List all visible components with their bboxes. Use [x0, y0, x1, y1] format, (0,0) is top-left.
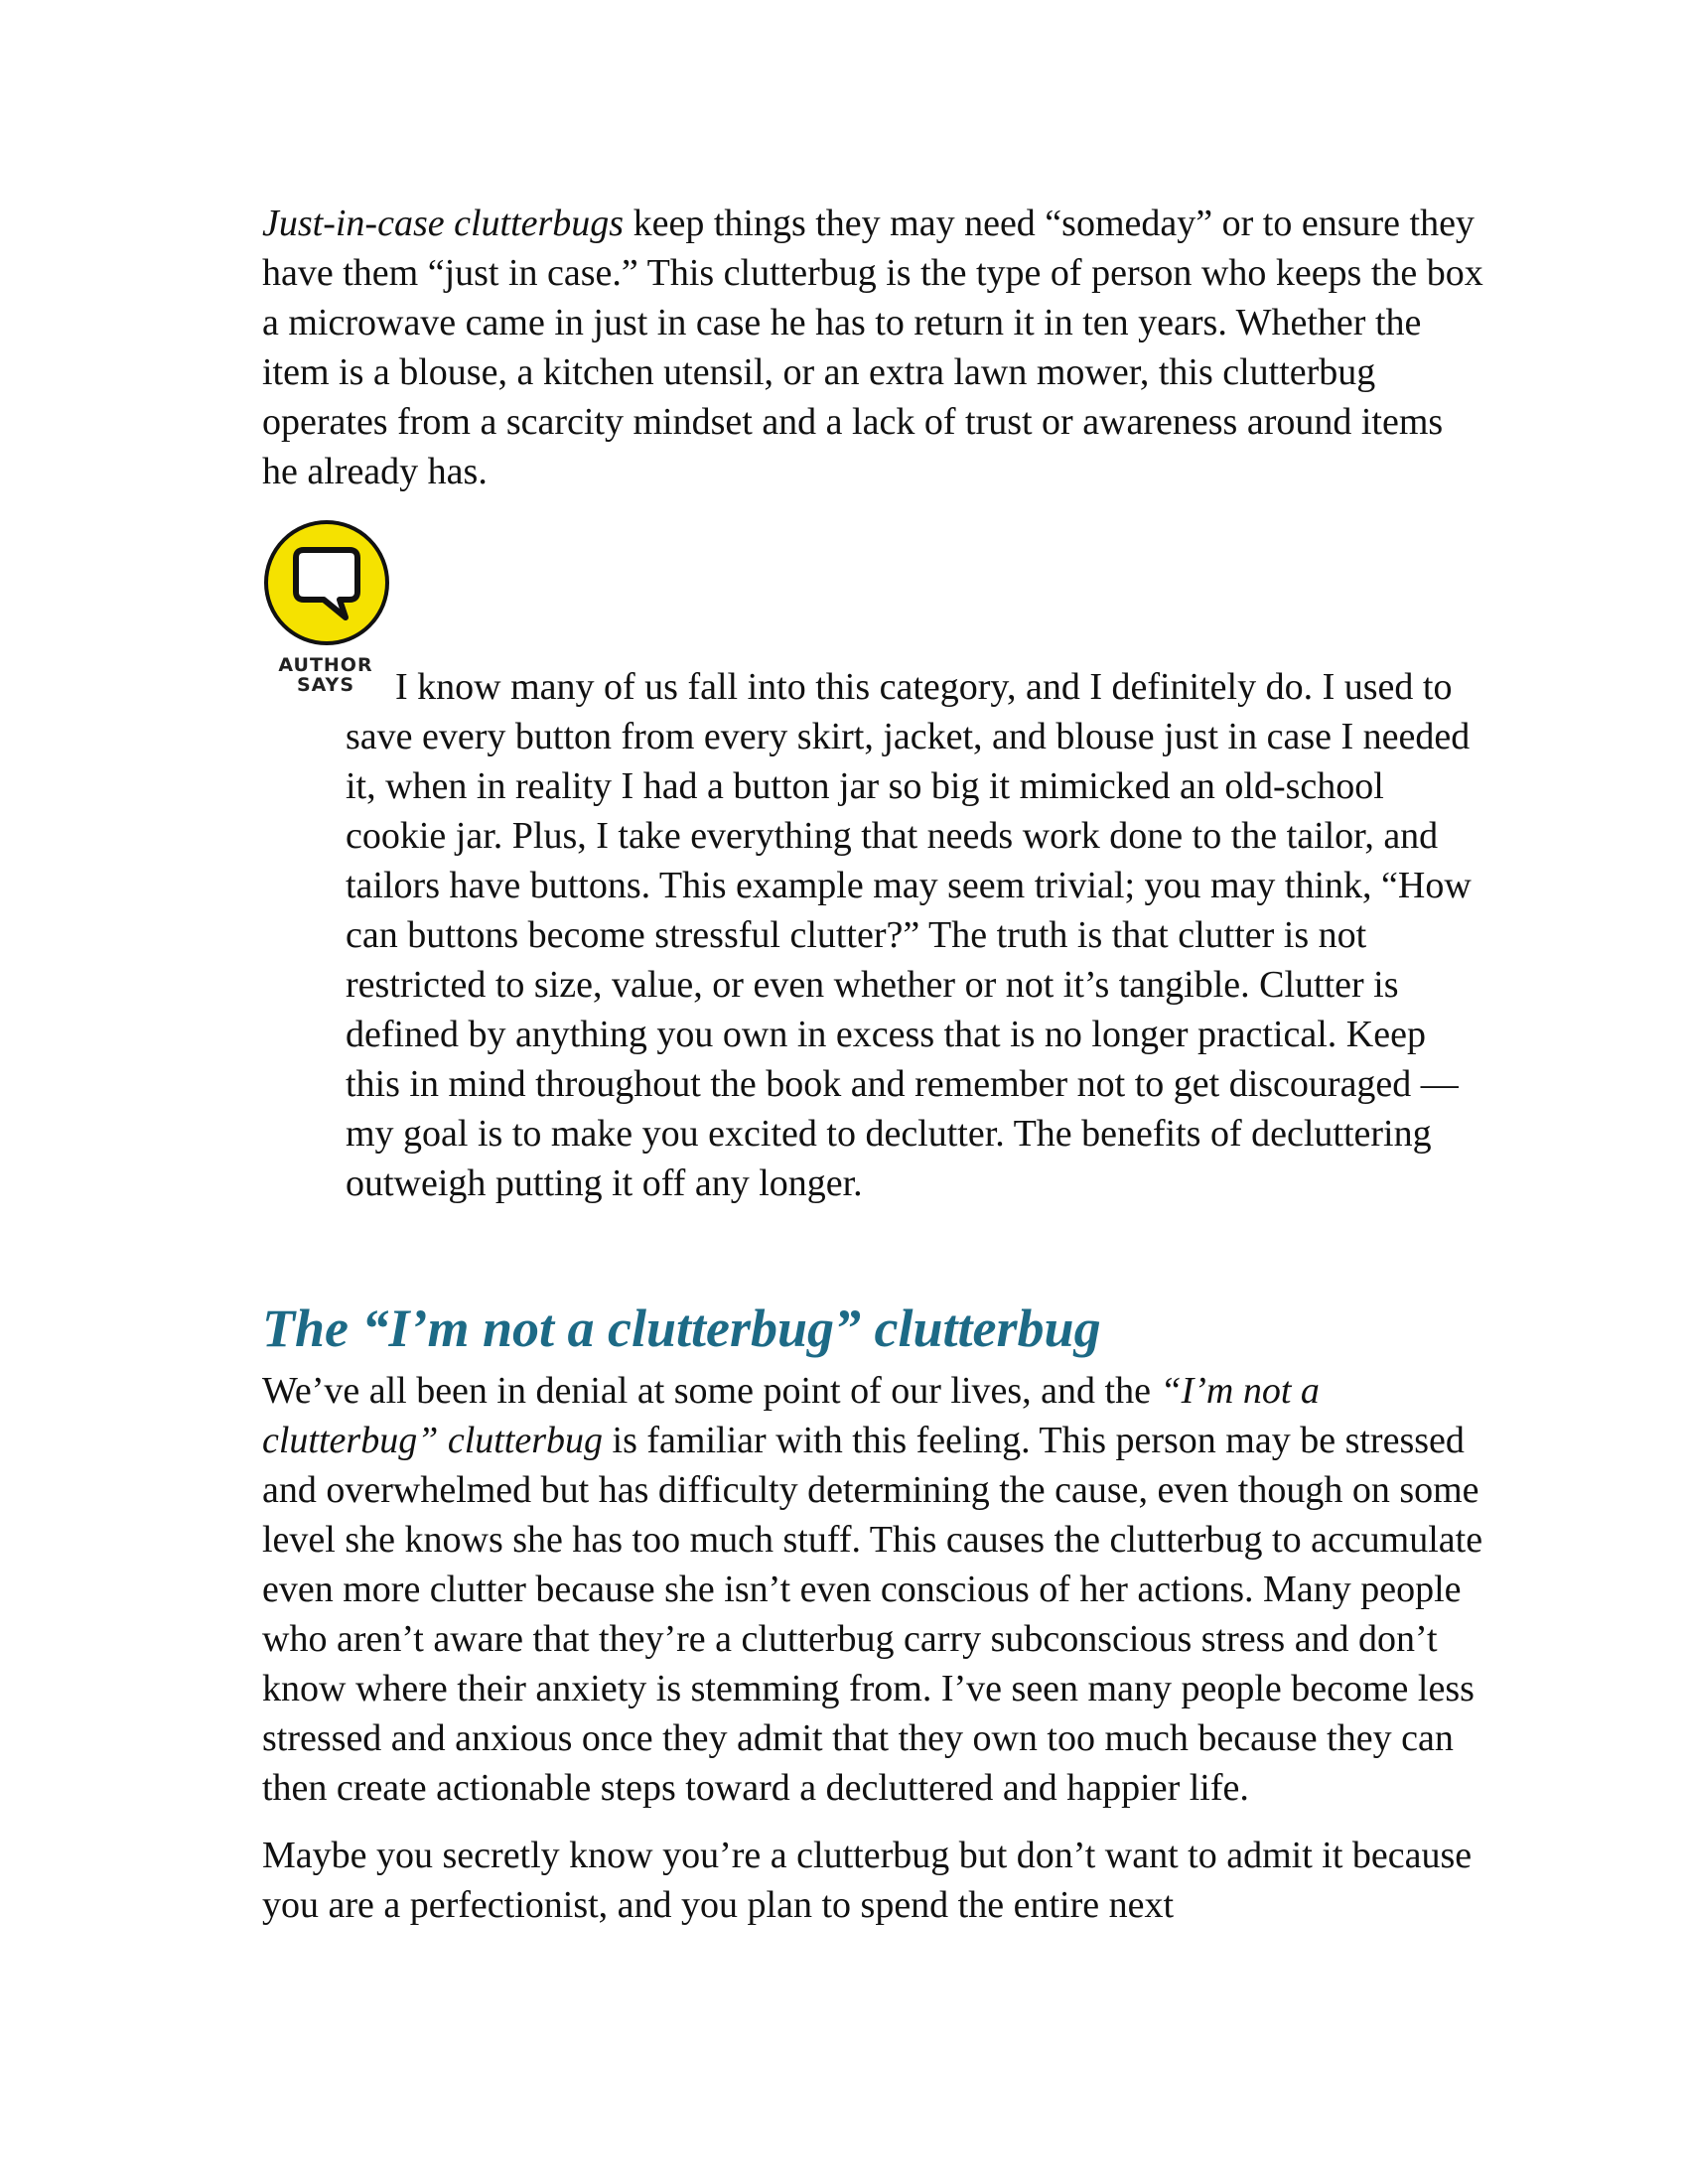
intro-text: keep things they may need “someday” or to ensure they have them “just in case.” This clutterbug is the type of person who keeps the box a microwave came in just in case he has to return it in ten years. Whether the item is a blouse, a kitchen utensil, or an extra lawn mower, this clutterbug operates from a scarcity mindset and a lack of trust or awareness around items he already has.: [262, 203, 1483, 492]
intro-paragraph: [262, 199, 1483, 496]
section-para1-rest: is familiar with this feeling. This person may be stressed and overwhelmed but has difficulty determining the cause, even though on some level she knows she has too much stuff. This causes the clutterbug to accumulate even more clutter because she isn’t even conscious of her actions. Many people who aren’t aware that they’re a clutterbug carry subconscious stress and don’t know where their anxiety is stemming from. I’ve seen many people become less stressed and anxious once they admit that they own too much because they can then create actionable steps toward a decluttered and happier life.: [262, 1420, 1483, 1809]
section-paragraph-2: Maybe you secretly know you’re a clutterbug but don’t want to admit it because you are a perfectionist, and you plan to spend the entire next: [262, 1835, 1473, 1926]
callout-text: [346, 662, 1487, 1208]
speech-bubble-icon: [262, 518, 391, 647]
page-content: [262, 199, 1483, 1930]
intro-term: Just-in-case clutterbugs: [262, 203, 625, 244]
author-says-callout: [262, 518, 1483, 1273]
section-heading: The “I’m not a clutterbug” clutterbug: [262, 1298, 1101, 1358]
section-para1-start: We’ve all been in denial at some point of our lives, and the: [262, 1370, 1161, 1412]
section-paragraph-1: [262, 1366, 1483, 1813]
section-para1-term: “I’m not a clutterbug” clutterbug: [262, 1370, 1320, 1461]
callout-body: I know many of us fall into this category, and I definitely do. I used to save every button from every skirt, jacket, and blouse just in case I needed it, when in reality I had a button jar so big it mimicked an old-school cookie jar. Plus, I take everything that needs work done to the tailor, and tailors have buttons. This example may seem trivial; you may think, “How can buttons become stressful clutter?” The truth is that clutter is not restricted to size, value, or even whether or not it’s tangible. Clutter is defined by anything you own in excess that is no longer practical. Keep this in mind throughout the book and remember not to get discouraged — my goal is to make you excited to declutter. The benefits of decluttering outweigh putting it off any longer.: [346, 666, 1472, 1204]
author-says-label-line1: AUTHOR: [278, 654, 373, 676]
author-says-label-line2: SAYS: [296, 674, 354, 696]
